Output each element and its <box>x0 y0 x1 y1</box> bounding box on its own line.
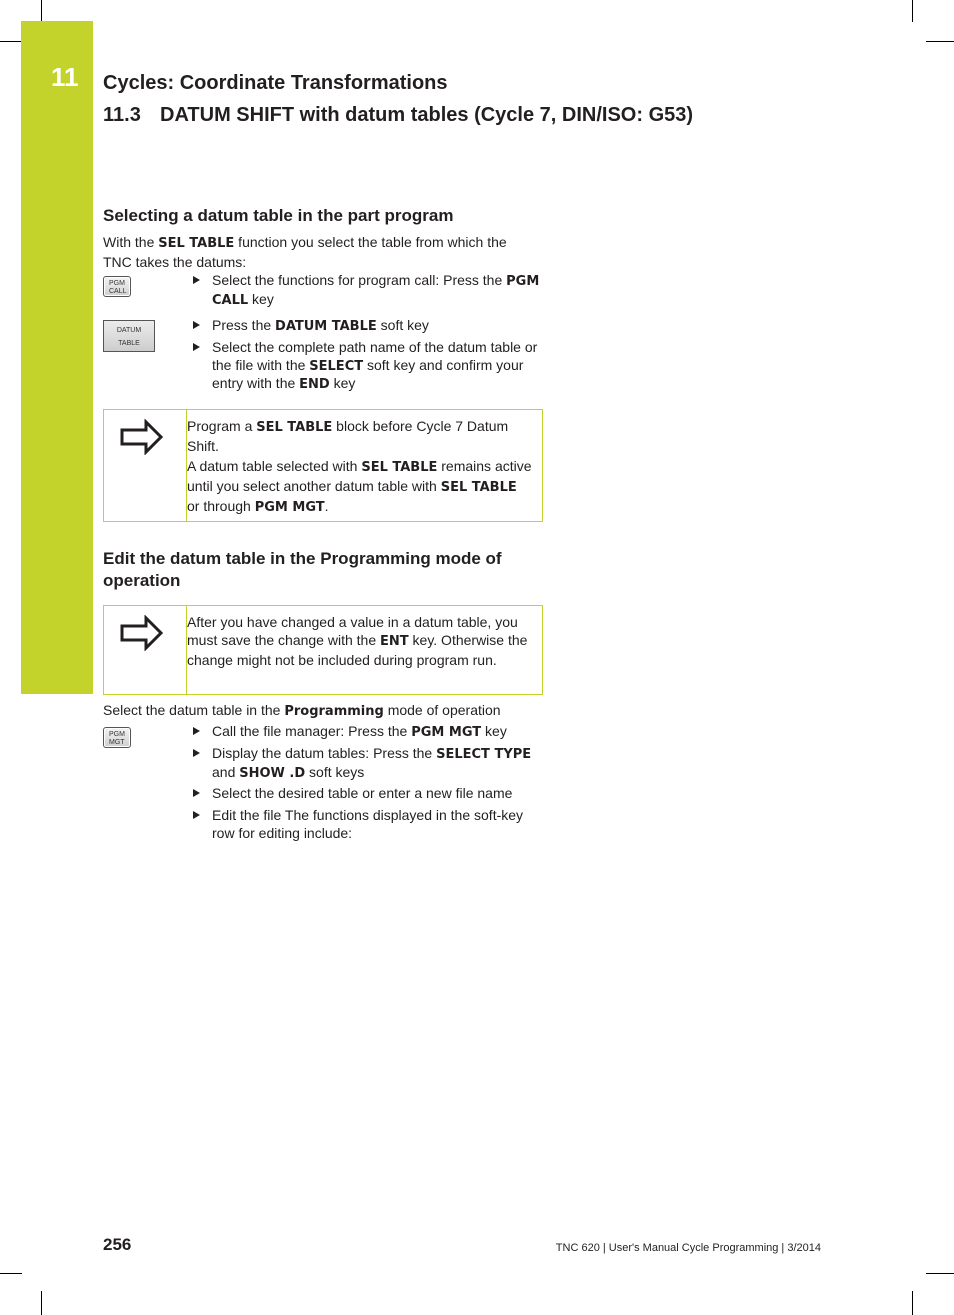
section-heading: Selecting a datum table in the part program <box>103 206 454 225</box>
section-title-text: DATUM SHIFT with datum tables (Cycle 7, DIN/ISO: G53) <box>160 104 694 126</box>
crop-mark <box>926 1273 954 1274</box>
footer-text: TNC 620 | User's Manual Cycle Programming | 3/2014 <box>555 1242 821 1254</box>
section-number: 11.3 <box>103 104 141 126</box>
bullet-triangle-icon <box>193 811 200 819</box>
pgm-call-key[interactable]: PGM CALL <box>103 276 131 297</box>
intro-paragraph: With the SEL TABLE function you select the table from which the TNC takes the datums: <box>103 234 507 270</box>
note-box <box>103 409 543 522</box>
list-item: Edit the file The functions displayed in the soft-key row for editing include: <box>212 807 542 842</box>
bullet-triangle-icon <box>193 276 200 284</box>
bullet-triangle-icon <box>193 343 200 351</box>
list-item: Press the DATUM TABLE soft key <box>212 317 542 336</box>
bullet-triangle-icon <box>193 749 200 757</box>
crop-mark <box>912 1291 913 1315</box>
crop-mark <box>41 0 42 22</box>
datum-table-softkey[interactable]: DATUM TABLE <box>103 320 155 352</box>
chapter-band <box>21 21 93 694</box>
arrow-right-icon <box>120 615 164 651</box>
chapter-title: Cycles: Coordinate Transformations <box>103 72 448 94</box>
chapter-number: 11 <box>51 62 79 92</box>
crop-mark <box>912 0 913 22</box>
list-item: Select the functions for program call: Press the PGM CALL key <box>212 272 542 309</box>
note-text: Program a SEL TABLE block before Cycle 7 Datum Shift. <box>187 418 509 454</box>
list-item: Call the file manager: Press the PGM MGT key <box>212 723 542 742</box>
list-item: Display the datum tables: Press the SELECT TYPE and SHOW .D soft keys <box>212 745 542 782</box>
arrow-right-icon <box>120 419 164 455</box>
note-box <box>103 605 543 695</box>
list-item: Select the desired table or enter a new file name <box>212 785 542 803</box>
crop-mark <box>0 41 22 42</box>
crop-mark <box>41 1291 42 1315</box>
note-text: After you have changed a value in a datum table, you must save the change with the ENT key. Otherwise the change might not be included during program run. <box>187 614 528 668</box>
bullet-triangle-icon <box>193 727 200 735</box>
crop-mark <box>0 1273 22 1274</box>
intro-paragraph: Select the datum table in the Programming mode of operation <box>103 702 501 719</box>
pgm-mgt-key[interactable]: PGM MGT <box>103 727 131 748</box>
section-title <box>103 104 693 127</box>
bullet-triangle-icon <box>193 789 200 797</box>
page-number: 256 <box>103 1235 132 1254</box>
note-text: A datum table selected with SEL TABLE remains active until you select another datum table with SEL TABLE or through PGM MGT. <box>187 458 532 515</box>
bullet-triangle-icon <box>193 321 200 329</box>
crop-mark <box>926 41 954 42</box>
list-item: Select the complete path name of the datum table or the file with the SELECT soft key and confirm your entry with the END key <box>212 339 542 394</box>
section-heading: Edit the datum table in the Programming mode of operation <box>103 549 502 590</box>
